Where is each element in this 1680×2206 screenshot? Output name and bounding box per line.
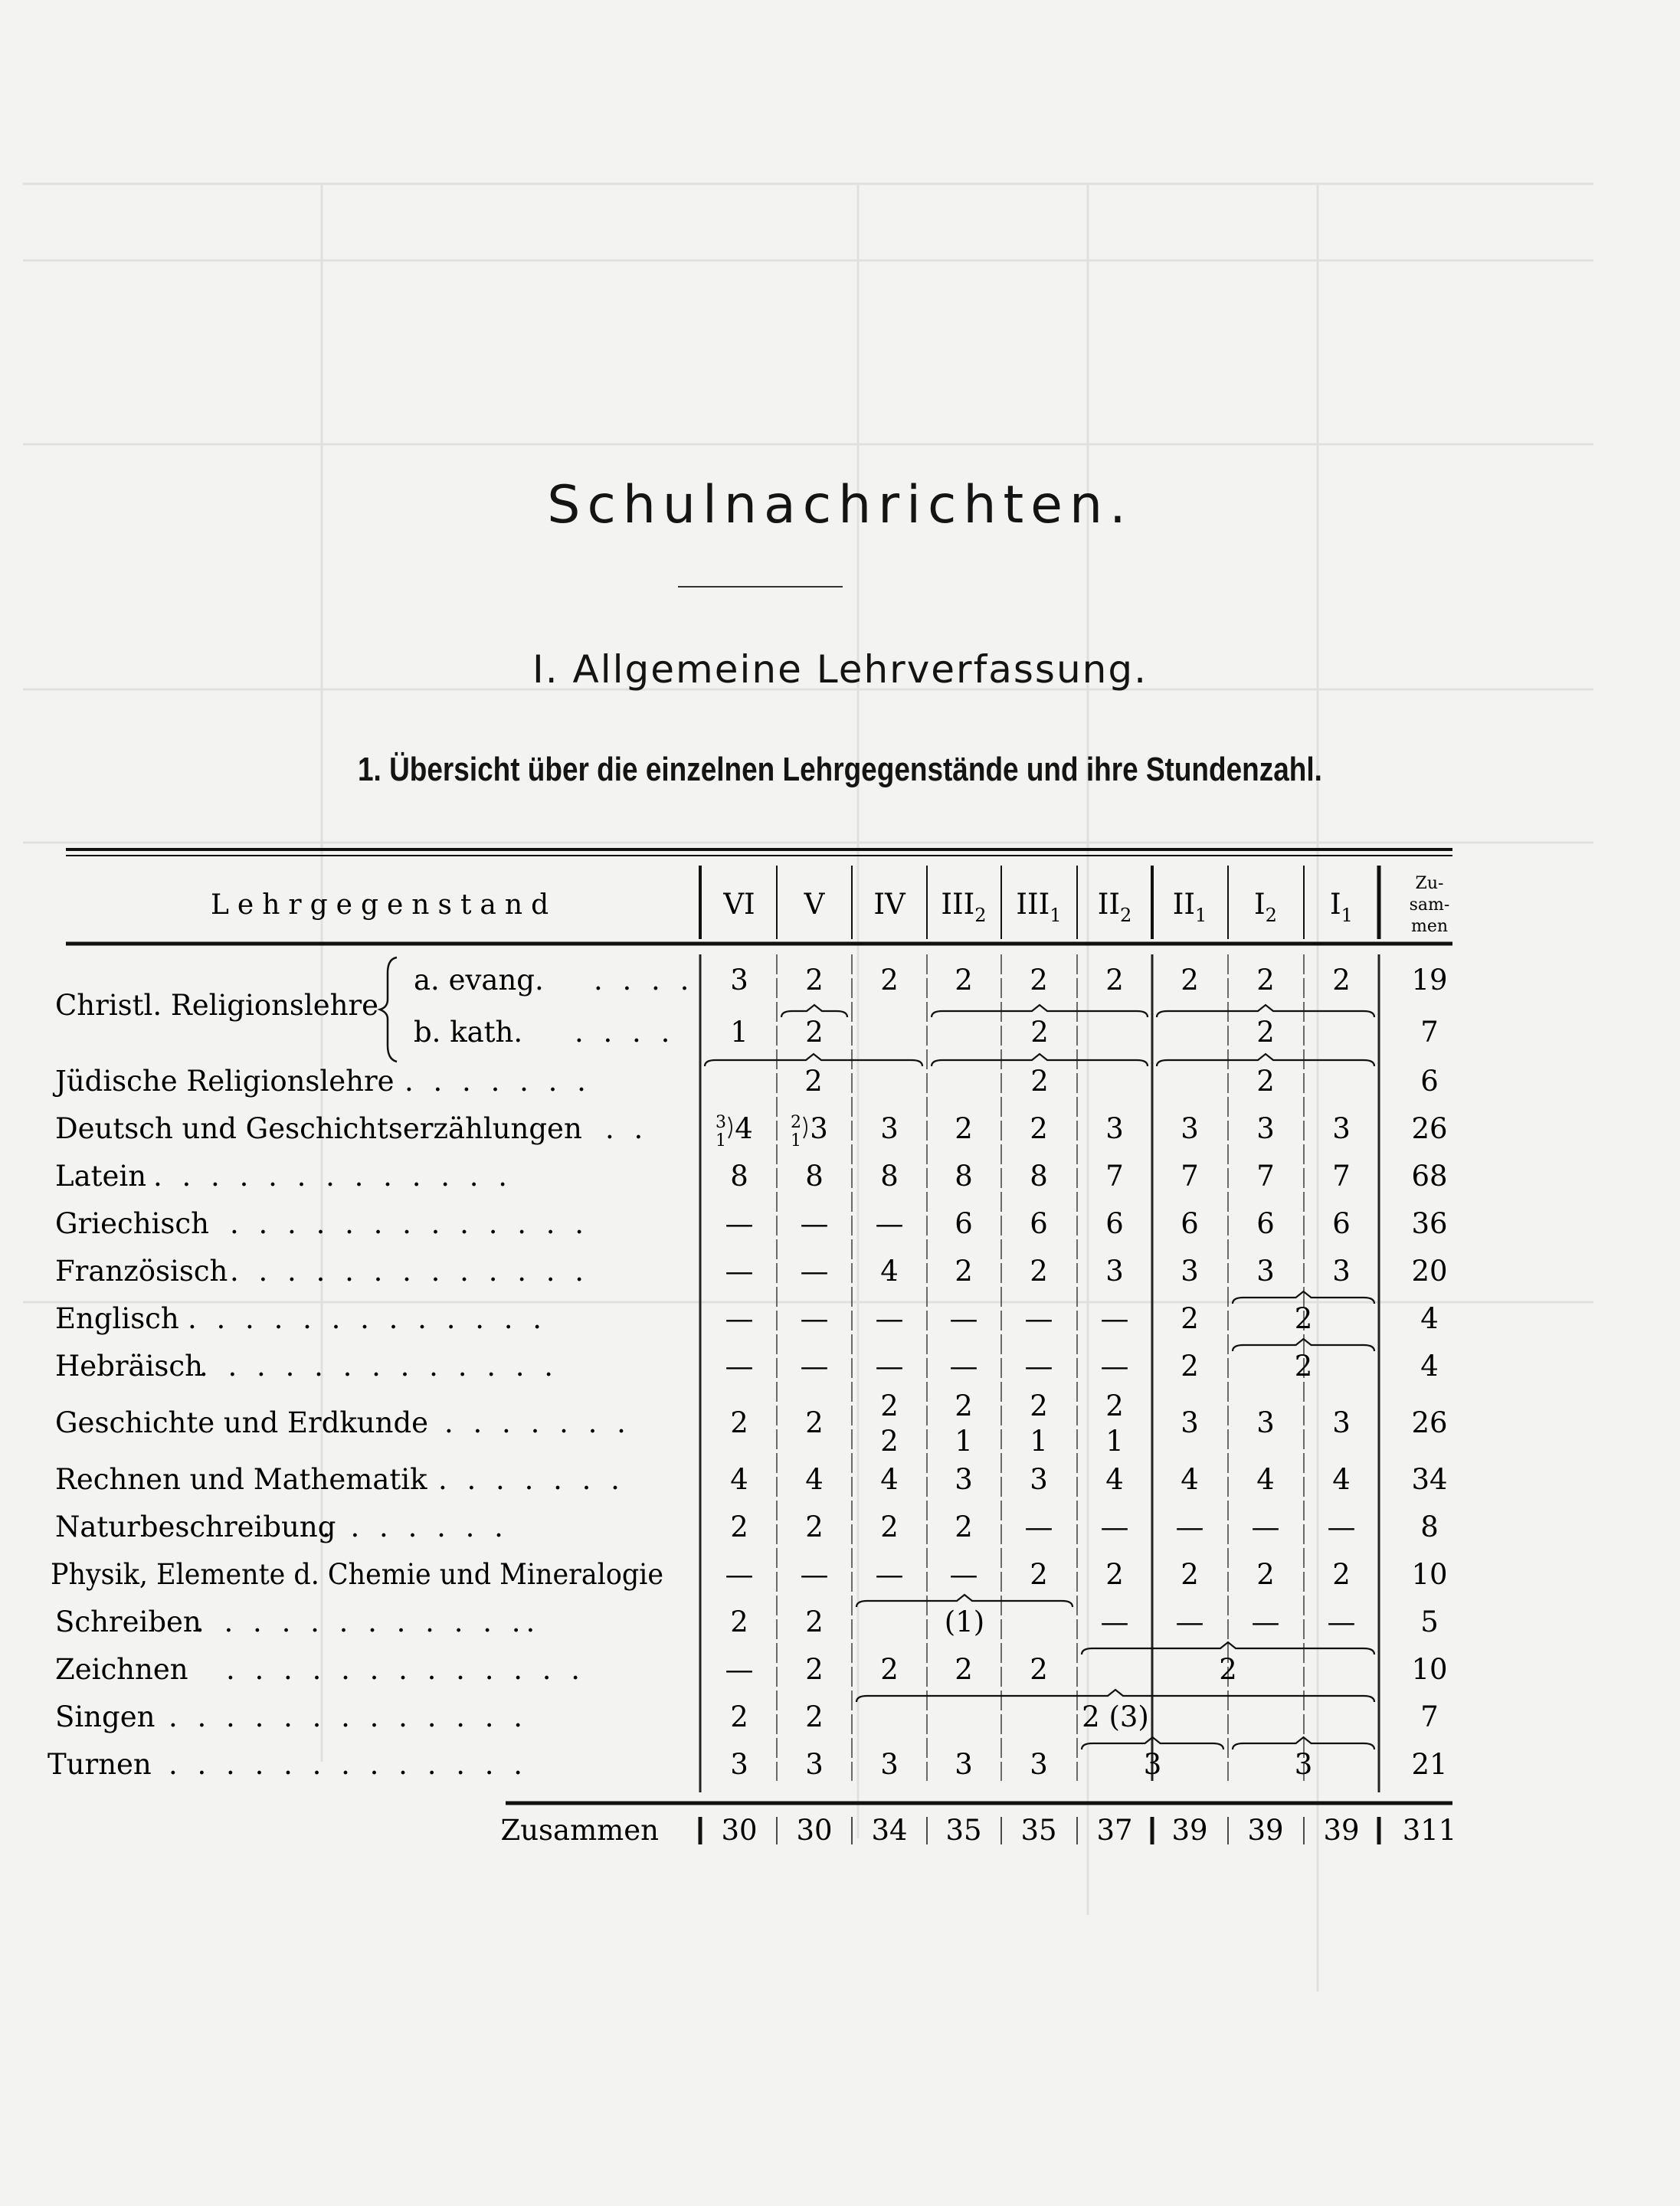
cell-value: 2 xyxy=(955,1255,973,1288)
class-header: $III_1$ xyxy=(1016,888,1062,926)
row-total: 7 xyxy=(1420,1016,1439,1049)
cell-value: — xyxy=(1251,1510,1280,1543)
cell-value: 3 xyxy=(1256,1112,1275,1145)
row-total: 10 xyxy=(1411,1558,1448,1591)
cell-value: — xyxy=(1100,1605,1129,1638)
class-header: IV xyxy=(873,888,905,921)
cell-value: 3 xyxy=(805,1748,824,1781)
cell-value: 2 xyxy=(805,1653,824,1686)
cell-value: 2 xyxy=(1181,964,1199,997)
grand-total: 311 xyxy=(1402,1814,1457,1847)
class-header: $I_1$ xyxy=(1330,888,1353,926)
class-header: $III_2$ xyxy=(941,888,987,926)
cell-value: 2 xyxy=(1181,1302,1199,1335)
split-value-top: 2 xyxy=(791,1113,801,1132)
religion-brace xyxy=(380,957,397,1062)
cell-value: 3 xyxy=(1181,1406,1199,1439)
cell-value: — xyxy=(1175,1510,1204,1543)
split-bracket xyxy=(804,1117,807,1138)
cell-value: 2 xyxy=(880,964,899,997)
cell-value: — xyxy=(800,1207,829,1240)
leader-dots: . . . . . . . xyxy=(404,1065,591,1098)
cell-value: 4 xyxy=(1256,1463,1275,1496)
class-header: $II_2$ xyxy=(1097,888,1132,926)
cell-value: — xyxy=(1100,1302,1129,1335)
cell-value: — xyxy=(800,1255,829,1288)
cell-value: — xyxy=(1100,1510,1129,1543)
cell-value: — xyxy=(875,1350,904,1383)
cell-value: — xyxy=(949,1302,978,1335)
cell-value: 2 xyxy=(880,1389,899,1422)
cell-value: 4 xyxy=(735,1112,753,1145)
cell-value: 2 xyxy=(730,1406,748,1439)
cell-value: 3 xyxy=(730,1748,748,1781)
leader-dots: . . . . . . . . . . . . . xyxy=(199,1350,559,1383)
row-total: 19 xyxy=(1411,964,1448,997)
class-header: $I_2$ xyxy=(1254,888,1277,926)
cell-value: 2 xyxy=(730,1605,748,1638)
subject-label: Französisch xyxy=(55,1255,228,1288)
leader-dots: . . xyxy=(605,1112,649,1145)
cell-value: 2 xyxy=(1030,1558,1048,1591)
cell-value: — xyxy=(875,1207,904,1240)
cell-value: 2 xyxy=(805,1700,824,1733)
cell-value: 2 xyxy=(1332,964,1351,997)
cell-value: — xyxy=(725,1302,754,1335)
column-sum: 39 xyxy=(1171,1814,1208,1847)
leader-dots: . . . . . . . xyxy=(438,1463,625,1496)
cell-value: 2 xyxy=(1030,1112,1048,1145)
cell-value: 3 xyxy=(1181,1255,1199,1288)
column-sum: 39 xyxy=(1323,1814,1360,1847)
row-total: 26 xyxy=(1411,1406,1448,1439)
cell-value: 4 xyxy=(880,1255,899,1288)
column-sum: 39 xyxy=(1247,1814,1284,1847)
cell-value: 7 xyxy=(1256,1160,1275,1193)
cell-value: 7 xyxy=(1332,1160,1351,1193)
cell-value: 3 xyxy=(1256,1255,1275,1288)
cell-value: 3 xyxy=(1294,1748,1313,1781)
religion-group-label: Christl. Religionslehre xyxy=(55,989,379,1022)
leader-dots: . . . . . . . . . . . . . xyxy=(169,1748,529,1781)
cell-value: 3 xyxy=(1143,1748,1162,1781)
row-total: 5 xyxy=(1420,1605,1439,1638)
row-total: 7 xyxy=(1420,1700,1439,1733)
subject-label: Naturbeschreibung xyxy=(55,1510,336,1543)
cell-value: 2 xyxy=(805,1406,824,1439)
cell-value: 3 xyxy=(955,1748,973,1781)
cell-value: 2 xyxy=(805,1016,824,1049)
subject-label: Schreiben xyxy=(55,1605,201,1638)
cell-value: 2 xyxy=(1030,1065,1049,1098)
row-total: 6 xyxy=(1420,1065,1439,1098)
subject-label: Latein xyxy=(55,1160,147,1193)
cell-value: 2 xyxy=(1030,964,1048,997)
subject-label: Jüdische Religionslehre xyxy=(55,1065,395,1098)
cell-value: 2 xyxy=(955,1510,973,1543)
split-value-bottom: 1 xyxy=(716,1131,726,1150)
section-heading: I. Allgemeine Lehrverfassung. xyxy=(532,647,1148,692)
cell-value: — xyxy=(725,1255,754,1288)
subject-label: a. evang. xyxy=(414,964,544,997)
row-total: 10 xyxy=(1411,1653,1448,1686)
cell-value: 3 xyxy=(1332,1406,1351,1439)
cell-value: 4 xyxy=(730,1463,748,1496)
row-total: 20 xyxy=(1411,1255,1448,1288)
subject-label: Turnen xyxy=(47,1748,152,1781)
cell-value: — xyxy=(1024,1302,1053,1335)
cell-value: 2 xyxy=(730,1510,748,1543)
cell-value: 2 xyxy=(1294,1350,1313,1383)
cell-value: 2 xyxy=(1256,1558,1275,1591)
subject-label: Singen xyxy=(55,1700,156,1733)
leader-dots: . . . . . . . . . . . .. xyxy=(195,1605,541,1638)
cell-value: 2 xyxy=(1105,1389,1124,1422)
cell-value: 4 xyxy=(1181,1463,1199,1496)
leader-dots: . . . . . . . . . . . . . xyxy=(188,1302,548,1335)
cell-value: 8 xyxy=(805,1160,824,1193)
subsection-heading: 1. Übersicht über die einzelnen Lehrgegenstände und ihre Stundenzahl. xyxy=(357,751,1322,788)
subject-label: Hebräisch xyxy=(55,1350,203,1383)
cell-value: 2 xyxy=(1105,964,1124,997)
split-bracket xyxy=(729,1117,732,1138)
cell-value: 3 xyxy=(955,1463,973,1496)
leader-dots: . . . . . . . . . . . . . xyxy=(169,1700,529,1733)
subject-label: Griechisch xyxy=(55,1207,209,1240)
cell-value: — xyxy=(1024,1350,1053,1383)
subject-label: Deutsch und Geschichtserzählungen xyxy=(55,1112,582,1145)
cell-value: 4 xyxy=(1105,1463,1124,1496)
cell-value: 2 xyxy=(1181,1558,1199,1591)
total-header-line1: Zu- xyxy=(1415,874,1444,893)
leader-dots: . . . . . . . . . . . . . xyxy=(226,1653,586,1686)
row-total: 21 xyxy=(1411,1748,1448,1781)
cell-value: — xyxy=(800,1558,829,1591)
total-header-line2: sam- xyxy=(1409,895,1450,915)
cell-value: — xyxy=(1327,1605,1356,1638)
cell-value: 6 xyxy=(1181,1207,1199,1240)
column-sum: 37 xyxy=(1096,1814,1133,1847)
cell-value: 3 xyxy=(810,1112,828,1145)
cell-value: 7 xyxy=(1105,1160,1124,1193)
cell-value: 6 xyxy=(1256,1207,1275,1240)
cell-value: — xyxy=(949,1558,978,1591)
cell-value: 4 xyxy=(1332,1463,1351,1496)
cell-value: — xyxy=(725,1653,754,1686)
cell-value: 2 xyxy=(880,1425,899,1458)
cell-value: 2 xyxy=(805,1510,824,1543)
cell-value: 1 xyxy=(1105,1425,1124,1458)
subject-label: Rechnen und Mathematik xyxy=(55,1463,427,1496)
cell-value: 6 xyxy=(1332,1207,1351,1240)
cell-value: 1 xyxy=(1030,1425,1048,1458)
cell-value: 6 xyxy=(1030,1207,1048,1240)
cell-value: 2 xyxy=(1219,1653,1237,1686)
subject-label: b. kath. xyxy=(414,1016,523,1049)
cell-value: 8 xyxy=(1030,1160,1048,1193)
cell-value: 2 xyxy=(1030,1255,1048,1288)
column-sum: 30 xyxy=(796,1814,833,1847)
cell-value: 2 xyxy=(880,1653,899,1686)
subject-label: Geschichte und Erdkunde xyxy=(55,1406,429,1439)
subject-label: Englisch xyxy=(55,1302,179,1335)
column-sum: 30 xyxy=(721,1814,758,1847)
cell-value: 3 xyxy=(1030,1463,1048,1496)
cell-value: 2 xyxy=(730,1700,748,1733)
cell-value: — xyxy=(1100,1350,1129,1383)
leader-dots: . . . . . . . xyxy=(322,1510,509,1543)
cell-value: 8 xyxy=(955,1160,973,1193)
cell-value: 2 xyxy=(1294,1302,1313,1335)
leader-dots: . . . . . . . . . . . . . xyxy=(230,1207,590,1240)
cell-value: — xyxy=(800,1302,829,1335)
leader-dots: . . . . . . . . . . . . . xyxy=(230,1255,590,1288)
cell-value: 6 xyxy=(955,1207,973,1240)
cell-value: 2 xyxy=(1256,964,1275,997)
cell-value: 2 xyxy=(955,1389,973,1422)
cell-value: 2 xyxy=(1256,1016,1275,1049)
cell-value: 2 xyxy=(1332,1558,1351,1591)
cell-value: 4 xyxy=(805,1463,824,1496)
cell-value: — xyxy=(949,1350,978,1383)
class-header: VI xyxy=(723,888,755,921)
cell-value: 3 xyxy=(1181,1112,1199,1145)
row-total: 34 xyxy=(1411,1463,1448,1496)
cell-value: 6 xyxy=(1105,1207,1124,1240)
cell-value: 8 xyxy=(730,1160,748,1193)
cell-value: — xyxy=(725,1558,754,1591)
cell-value: 2 xyxy=(955,964,973,997)
column-sum: 35 xyxy=(1020,1814,1057,1847)
leader-dots: . . . . . . . xyxy=(444,1406,631,1439)
cell-value: 2 xyxy=(805,1605,824,1638)
row-total: 36 xyxy=(1411,1207,1448,1240)
cell-value: — xyxy=(725,1350,754,1383)
cell-value: 2 xyxy=(880,1510,899,1543)
cell-value: 7 xyxy=(1181,1160,1199,1193)
row-total: 26 xyxy=(1411,1112,1448,1145)
cell-value: 2 xyxy=(1030,1389,1048,1422)
sum-label: Zusammen xyxy=(500,1814,659,1847)
cell-value: 2 xyxy=(805,964,824,997)
leader-dots: . . . . xyxy=(575,1016,676,1049)
cell-value: — xyxy=(1327,1510,1356,1543)
cell-value: 3 xyxy=(880,1748,899,1781)
subject-label: Zeichnen xyxy=(55,1653,188,1686)
cell-value: 2 xyxy=(955,1653,973,1686)
cell-value: 8 xyxy=(880,1160,899,1193)
cell-value: 3 xyxy=(880,1112,899,1145)
cell-value: — xyxy=(1251,1605,1280,1638)
cell-value: 2 xyxy=(804,1065,823,1098)
row-total: 4 xyxy=(1420,1302,1439,1335)
class-header: $II_1$ xyxy=(1172,888,1207,926)
column-sum: 35 xyxy=(945,1814,982,1847)
cell-value: 2 xyxy=(1256,1065,1275,1098)
row-total: 4 xyxy=(1420,1350,1439,1383)
row-total: 8 xyxy=(1420,1510,1439,1543)
cell-value: 3 xyxy=(730,964,748,997)
page-title: Schulnachrichten. xyxy=(547,475,1133,535)
class-header: V xyxy=(804,888,825,921)
cell-value: (1) xyxy=(944,1605,985,1638)
cell-value: 2 xyxy=(1181,1350,1199,1383)
cell-value: — xyxy=(875,1302,904,1335)
cell-value: 3 xyxy=(1105,1112,1124,1145)
cell-value: 2 xyxy=(1030,1653,1048,1686)
cell-value: 4 xyxy=(880,1463,899,1496)
leader-dots: . . . . xyxy=(594,964,695,997)
cell-value: 2 (3) xyxy=(1082,1700,1149,1733)
cell-value: 2 xyxy=(1030,1016,1049,1049)
cell-value: 1 xyxy=(730,1016,748,1049)
cell-value: 3 xyxy=(1332,1255,1351,1288)
total-header-line3: men xyxy=(1410,917,1449,936)
subject-column-header: Lehrgegenstand xyxy=(211,889,558,921)
split-value-top: 3 xyxy=(716,1113,726,1132)
cell-value: 2 xyxy=(1105,1558,1124,1591)
cell-value: 2 xyxy=(955,1112,973,1145)
row-total: 68 xyxy=(1411,1160,1448,1193)
cell-value: 1 xyxy=(955,1425,973,1458)
leader-dots: . . . . . . . . . . . . . xyxy=(153,1160,513,1193)
cell-value: — xyxy=(875,1558,904,1591)
cell-value: — xyxy=(1024,1510,1053,1543)
split-value-bottom: 1 xyxy=(791,1131,801,1150)
cell-value: — xyxy=(800,1350,829,1383)
cell-value: — xyxy=(725,1207,754,1240)
cell-value: 3 xyxy=(1332,1112,1351,1145)
cell-value: — xyxy=(1175,1605,1204,1638)
cell-value: 3 xyxy=(1030,1748,1048,1781)
subject-label: Physik, Elemente d. Chemie und Mineralogie xyxy=(51,1558,663,1591)
cell-value: 3 xyxy=(1256,1406,1275,1439)
column-sum: 34 xyxy=(871,1814,908,1847)
cell-value: 3 xyxy=(1105,1255,1124,1288)
